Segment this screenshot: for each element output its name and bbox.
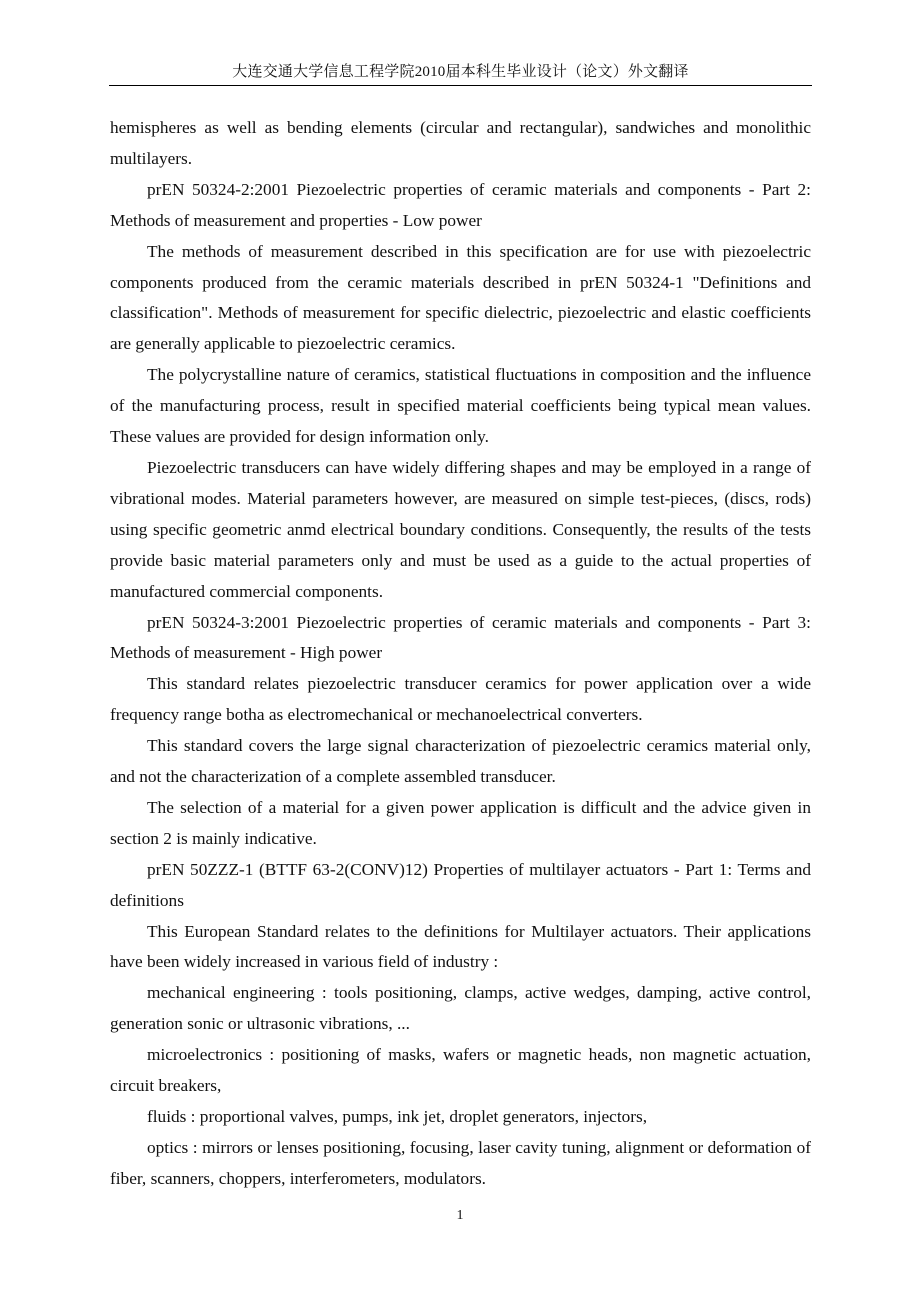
- paragraph: Piezoelectric transducers can have widely differing shapes and may be employed in a range of vibrational modes. Material parameters however, are measured on simple test-pieces, (discs, rods) using specific geometric anmd electrical boundary conditions. Consequently, the results of the tests provide basic material parameters only and must be used as a guide to the actual properties of manufactured commercial components.: [110, 457, 811, 601]
- body-text: [110, 113, 811, 1195]
- paragraph: This standard relates piezoelectric transducer ceramics for power application over a wide frequency range botha as electromechanical or mechanoelectrical converters.: [110, 674, 811, 725]
- paragraph: This standard covers the large signal characterization of piezoelectric ceramics material only, and not the characterization of a complete assembled transducer.: [110, 736, 811, 787]
- paragraph: The polycrystalline nature of ceramics, statistical fluctuations in composition and the influence of the manufacturing process, result in specified material coefficients being typical mean values. These values are provided for design information only.: [110, 365, 811, 447]
- paragraph-standard-title: prEN 50324-2:2001 Piezoelectric properties of ceramic materials and components - Part 2: Methods of measurement and properties - Low power: [110, 179, 811, 230]
- paragraph: This European Standard relates to the definitions for Multilayer actuators. Their applications have been widely increased in various field of industry :: [110, 921, 811, 972]
- header-divider: [109, 85, 812, 86]
- paragraph-standard-title: prEN 50324-3:2001 Piezoelectric properties of ceramic materials and components - Part 3: Methods of measurement - High power: [110, 612, 811, 663]
- paragraph-standard-title: prEN 50ZZZ-1 (BTTF 63-2(CONV)12) Properties of multilayer actuators - Part 1: Terms and definitions: [110, 859, 811, 910]
- page-header-title: 大连交通大学信息工程学院2010届本科生毕业设计（论文）外文翻译: [232, 64, 689, 80]
- paragraph: The selection of a material for a given power application is difficult and the advice given in section 2 is mainly indicative.: [110, 797, 811, 848]
- page-number: 1: [456, 1208, 464, 1223]
- paragraph-list-item: optics : mirrors or lenses positioning, focusing, laser cavity tuning, alignment or deformation of fiber, scanners, choppers, interferometers, modulators.: [110, 1137, 811, 1188]
- paragraph-list-item: microelectronics : positioning of masks, wafers or magnetic heads, non magnetic actuation, circuit breakers,: [110, 1045, 811, 1096]
- paragraph: The methods of measurement described in this specification are for use with piezoelectric components produced from the ceramic materials described in prEN 50324-1 "Definitions and classification". Methods of measurement for specific dielectric, piezoelectric and elastic coefficients are generally applicable to piezoelectric ceramics.: [110, 241, 811, 354]
- paragraph-list-item: mechanical engineering : tools positioning, clamps, active wedges, damping, active control, generation sonic or ultrasonic vibrations, ...: [110, 983, 811, 1034]
- paragraph-list-item: fluids : proportional valves, pumps, ink jet, droplet generators, injectors,: [147, 1107, 648, 1126]
- paragraph-continuation: hemispheres as well as bending elements (circular and rectangular), sandwiches and monolithic multilayers.: [110, 118, 811, 168]
